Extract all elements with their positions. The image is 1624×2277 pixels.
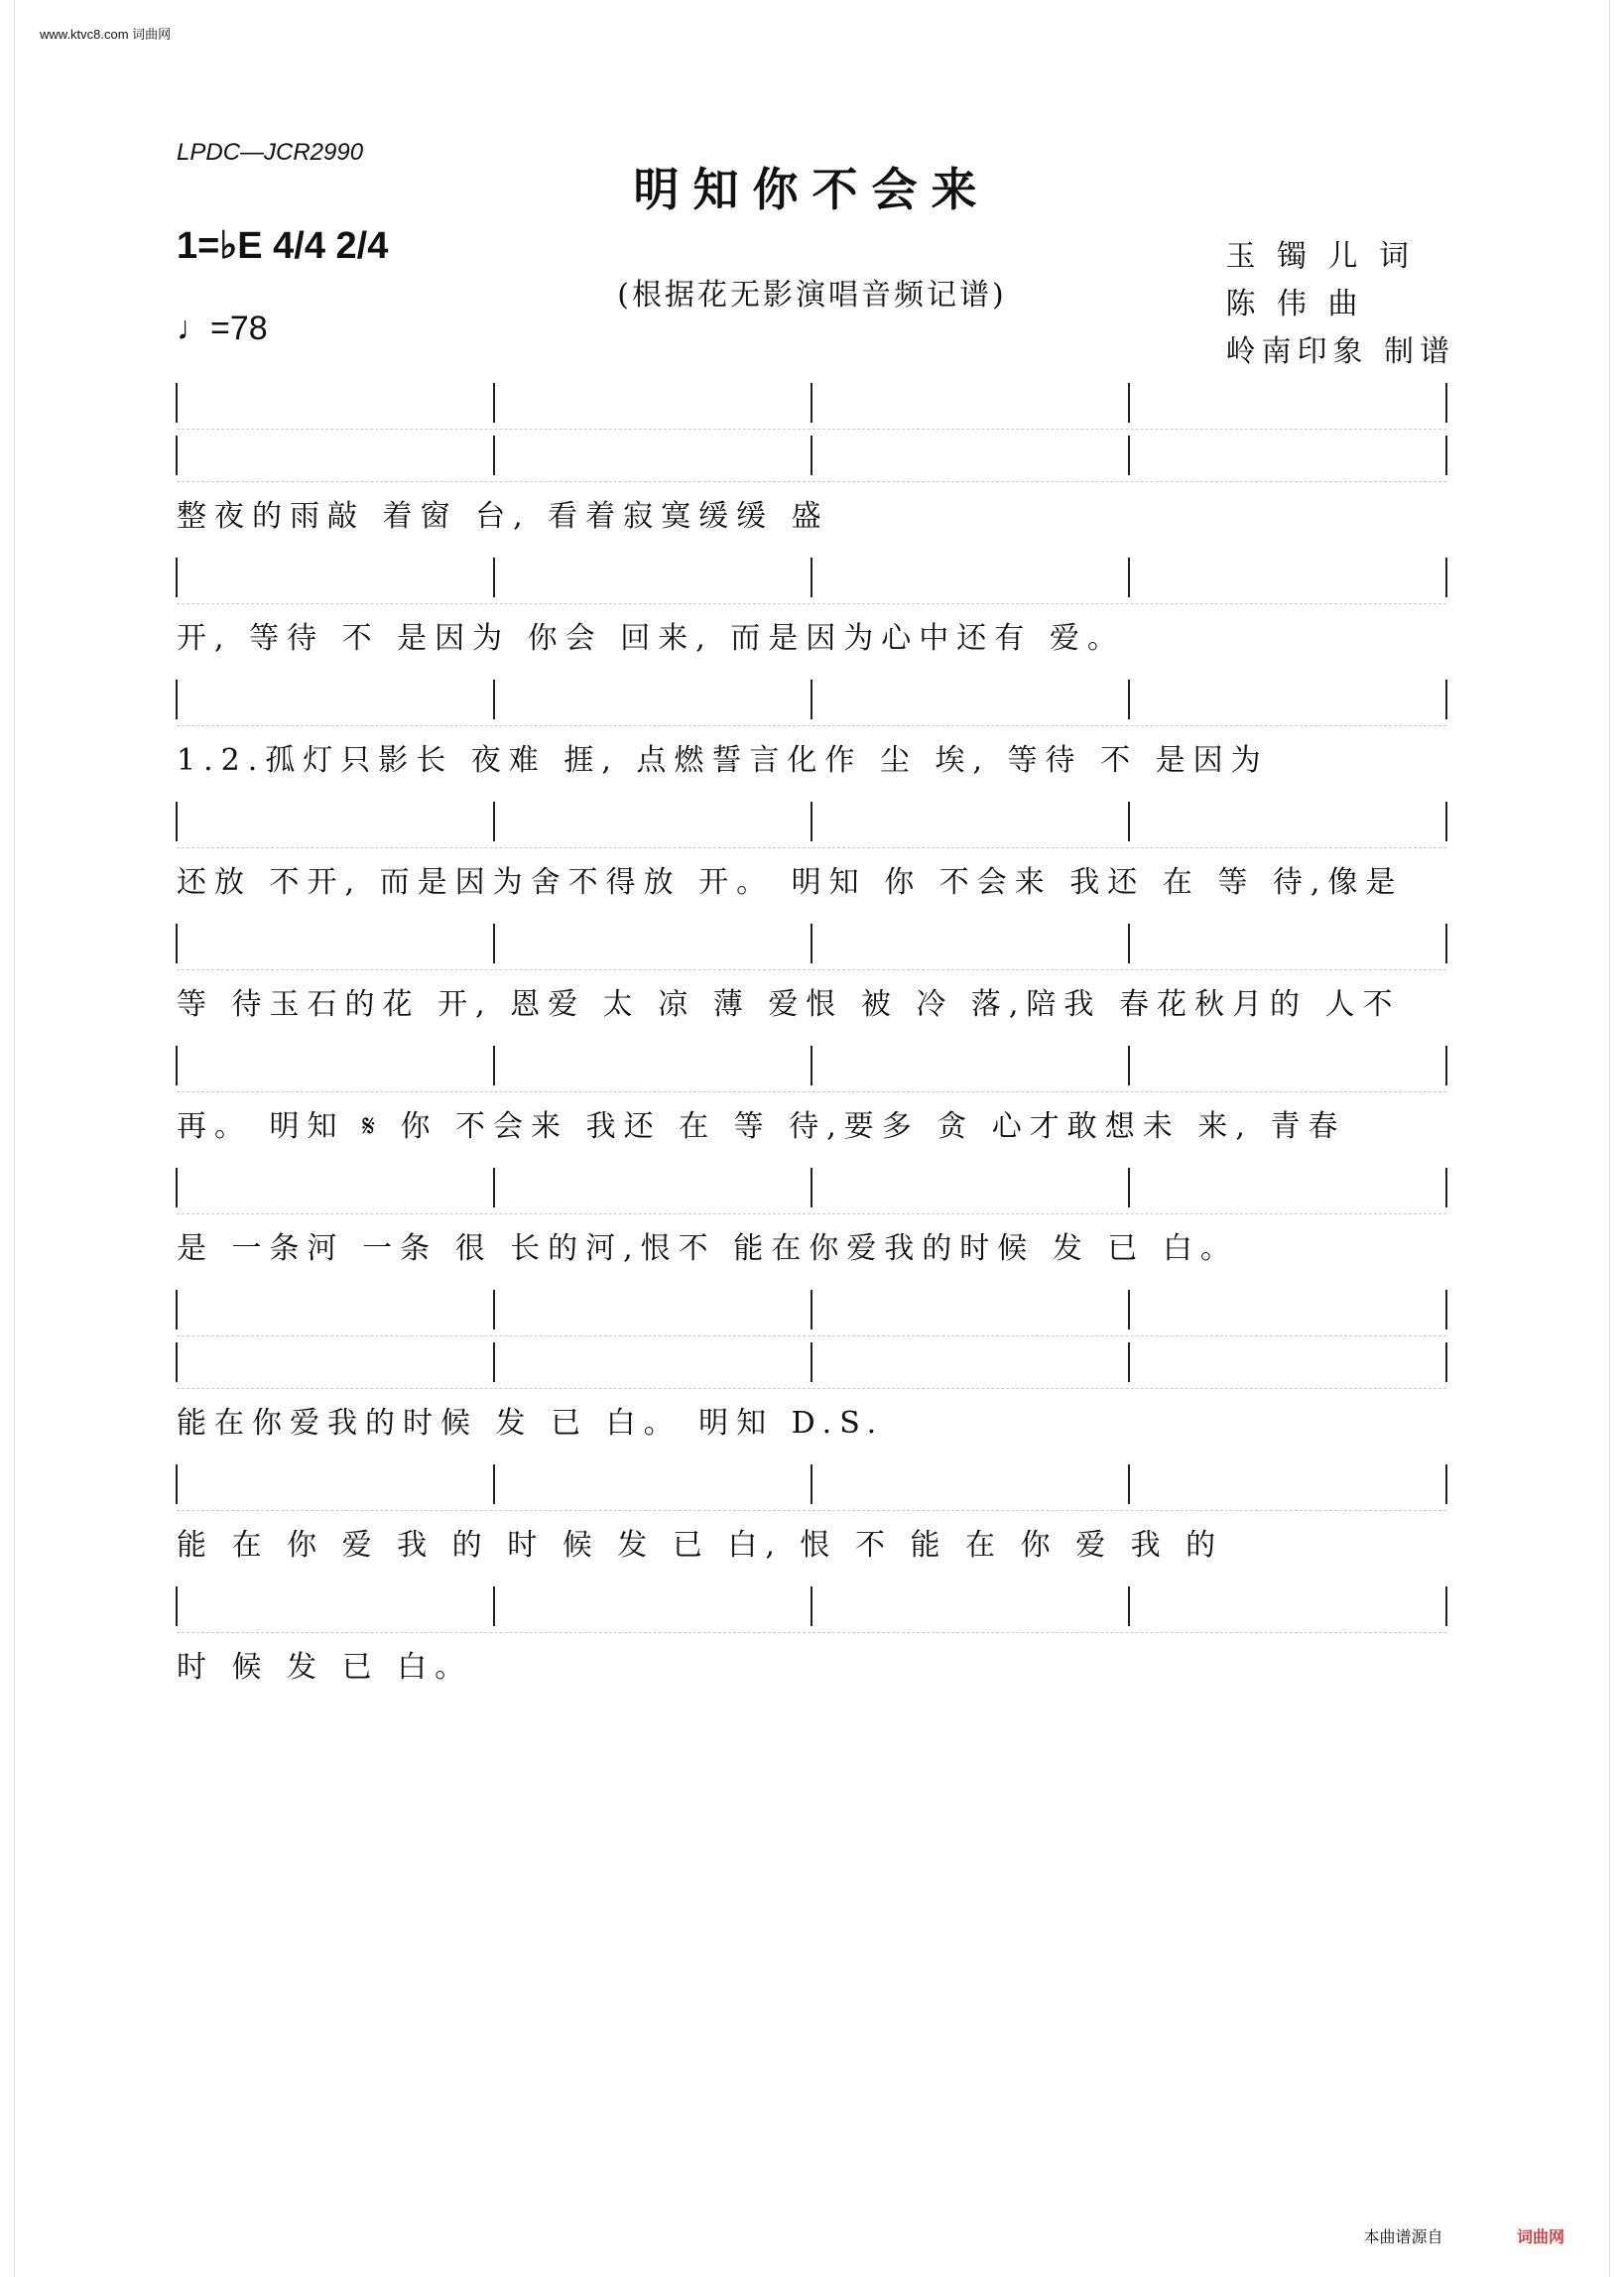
bar-line [811, 383, 812, 423]
bar-line [1128, 1290, 1130, 1329]
bar-line [811, 1046, 812, 1085]
bar-line [176, 680, 178, 719]
lyric-line: 能在你爱我的时候 发 已 白。 明知 D.S. [177, 1406, 885, 1441]
bar-line [493, 1586, 495, 1626]
score-body [177, 377, 1446, 1703]
lyric-line: 再。 明知 𝄋 你 不会来 我还 在 等 待,要多 贪 心才敢想未 来, 青春 [177, 1109, 1346, 1144]
lyric-line: 是 一条河 一条 很 长的河,恨不 能在你爱我的时候 发 已 白。 [177, 1231, 1238, 1266]
staff-row [177, 1458, 1446, 1511]
staff-row [177, 552, 1446, 604]
bar-line [1445, 1464, 1447, 1504]
bar-line [1128, 436, 1130, 475]
composer-credit: 陈 伟 曲 [1225, 287, 1364, 321]
lyric-line: 时 候 发 已 白。 [177, 1650, 473, 1685]
bar-line [493, 1290, 495, 1329]
bar-line [811, 1290, 812, 1329]
bar-line [811, 1464, 812, 1504]
bar-line [811, 1342, 812, 1382]
catalog-code: LPDC—JCR2990 [177, 139, 364, 166]
bar-line [1128, 1342, 1130, 1382]
bar-line [1445, 1290, 1447, 1329]
key-signature: 1=♭E 4/4 2/4 [177, 225, 389, 267]
staff-row [177, 1284, 1446, 1336]
bar-line [1128, 802, 1130, 841]
bar-line [1445, 1046, 1447, 1085]
bar-line [493, 802, 495, 841]
lyric-line: 还放 不开, 而是因为舍不得放 开。 明知 你 不会来 我还 在 等 待,像是 [177, 865, 1404, 900]
left-margin-strip [0, 0, 15, 2277]
staff-row [177, 918, 1446, 970]
bar-line [1128, 680, 1130, 719]
staff-row [177, 430, 1446, 482]
bar-line [176, 1586, 178, 1626]
bar-line [1445, 383, 1447, 423]
footer-brand: 词曲网 [1516, 2229, 1564, 2246]
bar-line [811, 802, 812, 841]
bar-line [176, 1290, 178, 1329]
lyric-line: 能 在 你 爱 我 的 时 候 发 已 白, 恨 不 能 在 你 爱 我 的 [177, 1528, 1224, 1563]
lyric-line: 整夜的雨敲 着窗 台, 看着寂寞缓缓 盛 [177, 499, 829, 534]
bar-line [1128, 1586, 1130, 1626]
bar-line [176, 383, 178, 423]
bar-line [493, 1168, 495, 1207]
source-url: www.ktvc8.com 词曲网 [40, 27, 172, 42]
footer [1364, 2224, 1564, 2247]
bar-line [1445, 436, 1447, 475]
bar-line [1445, 802, 1447, 841]
song-subtitle: (根据花无影演唱音频记谱) [617, 278, 1007, 313]
bar-line [1445, 1168, 1447, 1207]
bar-line [1128, 1046, 1130, 1085]
bar-line [811, 1586, 812, 1626]
bar-line [176, 802, 178, 841]
staff-row [177, 1581, 1446, 1633]
bar-line [1445, 558, 1447, 597]
song-title: 明知你不会来 [633, 163, 991, 216]
bar-line [493, 436, 495, 475]
bar-line [176, 436, 178, 475]
bar-line [1445, 1586, 1447, 1626]
bar-line [493, 1464, 495, 1504]
credits [1225, 233, 1455, 376]
footer-text: 本曲谱源自 [1363, 2229, 1443, 2246]
bar-line [176, 924, 178, 963]
bar-line [811, 924, 812, 963]
bar-line [1128, 1168, 1130, 1207]
right-margin-strip [1609, 0, 1624, 2277]
staff-row [177, 1162, 1446, 1214]
bar-line [176, 1046, 178, 1085]
bar-line [176, 1342, 178, 1382]
bar-line [811, 436, 812, 475]
bar-line [1128, 558, 1130, 597]
bar-line [1445, 924, 1447, 963]
staff-row [177, 1040, 1446, 1092]
bar-line [493, 680, 495, 719]
lyric-line: 1.2.孤灯只影长 夜难 捱, 点燃誓言化作 尘 埃, 等待 不 是因为 [177, 743, 1269, 778]
bar-line [176, 1168, 178, 1207]
staff-row [177, 796, 1446, 848]
staff-row [177, 377, 1446, 430]
bar-line [493, 924, 495, 963]
bar-line [176, 558, 178, 597]
bar-line [811, 1168, 812, 1207]
bar-line [176, 1464, 178, 1504]
bar-line [1445, 1342, 1447, 1382]
arranger-credit: 岭南印象 制谱 [1225, 334, 1455, 369]
tempo-marking: ♩=78 [177, 310, 268, 347]
staff-row [177, 1336, 1446, 1389]
bar-line [493, 1046, 495, 1085]
bar-line [493, 558, 495, 597]
bar-line [811, 558, 812, 597]
bar-line [1445, 680, 1447, 719]
bar-line [1128, 924, 1130, 963]
lyric-line: 开, 等待 不 是因为 你会 回来, 而是因为心中还有 爱。 [177, 621, 1125, 656]
bar-line [493, 1342, 495, 1382]
lyricist-credit: 玉 镯 儿 词 [1225, 239, 1416, 274]
bar-line [1128, 383, 1130, 423]
bar-line [811, 680, 812, 719]
bar-line [493, 383, 495, 423]
staff-row [177, 674, 1446, 726]
lyric-line: 等 待玉石的花 开, 恩爱 太 凉 薄 爱恨 被 冷 落,陪我 春花秋月的 人不 [177, 987, 1401, 1022]
bar-line [1128, 1464, 1130, 1504]
